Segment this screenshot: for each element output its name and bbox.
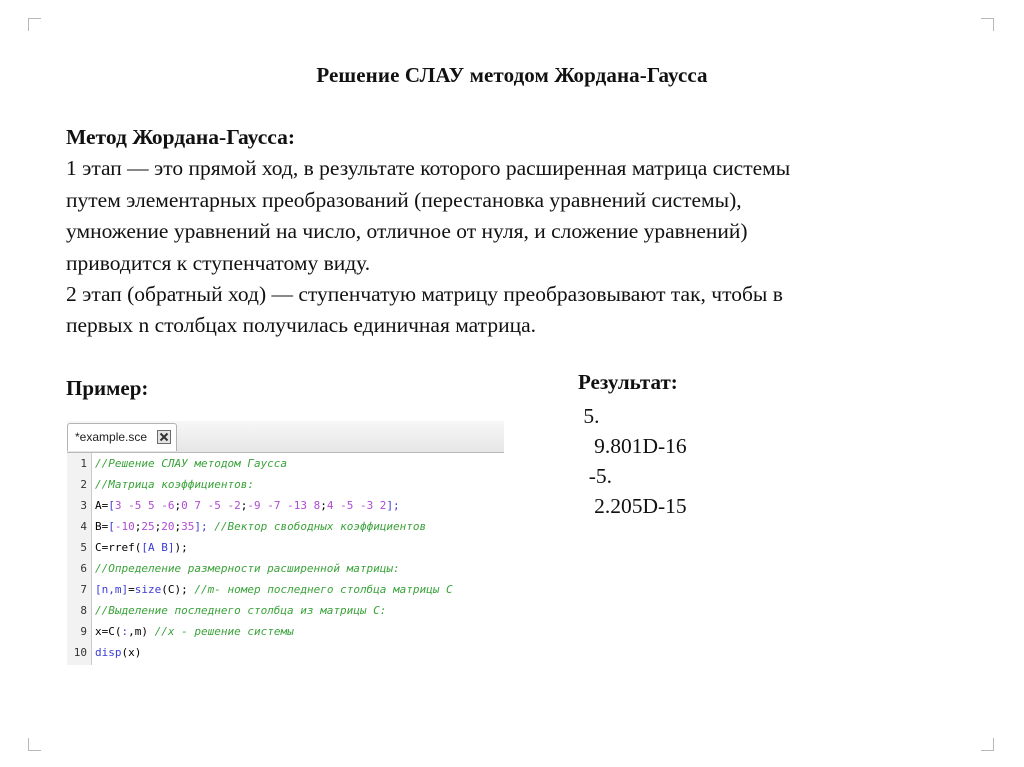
editor-tab[interactable]: [67, 423, 177, 451]
code-token: ;: [154, 520, 162, 533]
code-token: ;: [240, 499, 248, 512]
code-line: [95, 516, 426, 537]
code-line: [95, 621, 294, 642]
result-label: Результат:: [578, 370, 678, 394]
line-number: 7: [80, 583, 87, 596]
code-area[interactable]: [95, 453, 504, 665]
description-line: 1 этап — это прямой ход, в результате которого расширенная матрица системы: [66, 156, 791, 181]
code-line: [95, 558, 400, 579]
line-number: 5: [80, 541, 87, 554]
code-token: =: [128, 583, 135, 596]
code-line: [95, 495, 400, 516]
code-token: 35: [181, 520, 195, 533]
code-token: 4 -5 -3 2: [326, 499, 387, 512]
code-token: B=: [95, 520, 109, 533]
line-number: 10: [73, 646, 87, 659]
line-number: 2: [80, 478, 87, 491]
result-value: 2.205D-15: [578, 494, 687, 518]
code-token: C=rref(: [95, 541, 142, 554]
code-token: );: [174, 541, 188, 554]
code-token: -10: [114, 520, 135, 533]
method-description: [66, 122, 956, 342]
code-line: [95, 600, 386, 621]
frame-corner: [981, 738, 994, 751]
code-line: [95, 579, 453, 600]
frame-corner: [28, 18, 41, 31]
code-token: 0 7 -5 -2: [181, 499, 241, 512]
code-token: ,m): [128, 625, 155, 638]
close-icon[interactable]: [157, 430, 171, 444]
code-token: A=: [95, 499, 109, 512]
line-number: 9: [80, 625, 87, 638]
code-token: //Определение размерности расширенной матрицы:: [95, 562, 400, 575]
code-token: ;: [174, 499, 182, 512]
frame-corner: [981, 18, 994, 31]
line-number-gutter: [67, 453, 92, 665]
frame-corner: [28, 738, 41, 751]
code-token: //m- номер последнего столбца матрицы C: [194, 583, 453, 596]
code-token: size: [134, 583, 162, 596]
line-number: 3: [80, 499, 87, 512]
editor-tab-label: *example.sce: [75, 430, 148, 444]
code-token: x=C(: [95, 625, 122, 638]
code-token: 25: [141, 520, 155, 533]
description-line: первых n столбцах получилась единичная матрица.: [66, 313, 536, 338]
code-line: [95, 453, 287, 474]
code-token: [n,m]: [95, 583, 129, 596]
code-token: //Матрица коэффициентов:: [95, 478, 254, 491]
method-heading: Метод Жордана-Гаусса:: [66, 125, 295, 149]
code-token: ];: [386, 499, 400, 512]
code-token: :: [121, 625, 129, 638]
code-token: ;: [320, 499, 327, 512]
code-token: 20: [161, 520, 175, 533]
code-token: [: [108, 499, 115, 512]
example-label: Пример:: [66, 376, 149, 400]
description-line: приводится к ступенчатому виду.: [66, 250, 371, 275]
result-values: [578, 401, 687, 521]
code-token: ;: [134, 520, 142, 533]
code-token: 3 -5 5 -6: [114, 499, 175, 512]
code-token: //Решение СЛАУ методом Гаусса: [95, 457, 288, 470]
code-token: -9 -7 -13 8: [247, 499, 321, 512]
code-line: [95, 537, 188, 558]
result-value: 5.: [578, 404, 600, 428]
description-line: умножение уравнений на число, отличное от нуля, и сложение уравнений): [66, 219, 748, 244]
line-number: 4: [80, 520, 87, 533]
code-line: [95, 474, 254, 495]
line-number: 6: [80, 562, 87, 575]
code-token: [: [108, 520, 115, 533]
line-number: 1: [80, 457, 87, 470]
description-line: путем элементарных преобразований (перестановка уравнений системы),: [66, 187, 742, 212]
code-token: [A B]: [141, 541, 175, 554]
editor-tab-bar: [67, 421, 504, 453]
description-line: 2 этап (обратный ход) — ступенчатую матрицу преобразовывают так, чтобы в: [66, 282, 783, 307]
code-token: ];: [194, 520, 215, 533]
code-token: disp: [95, 646, 122, 659]
slide-title: Решение СЛАУ методом Жордана-Гаусса: [316, 63, 708, 87]
code-token: ;: [174, 520, 182, 533]
code-token: //x - решение системы: [154, 625, 294, 638]
code-token: //Вектор свободных коэффициентов: [214, 520, 427, 533]
code-token: (C);: [161, 583, 195, 596]
result-value: 9.801D-16: [578, 434, 687, 458]
code-editor: [67, 421, 504, 665]
line-number: 8: [80, 604, 87, 617]
code-line: [95, 642, 141, 663]
code-token: (x): [121, 646, 142, 659]
result-value: -5.: [578, 464, 613, 488]
code-token: //Выделение последнего столбца из матрицы C:: [95, 604, 387, 617]
